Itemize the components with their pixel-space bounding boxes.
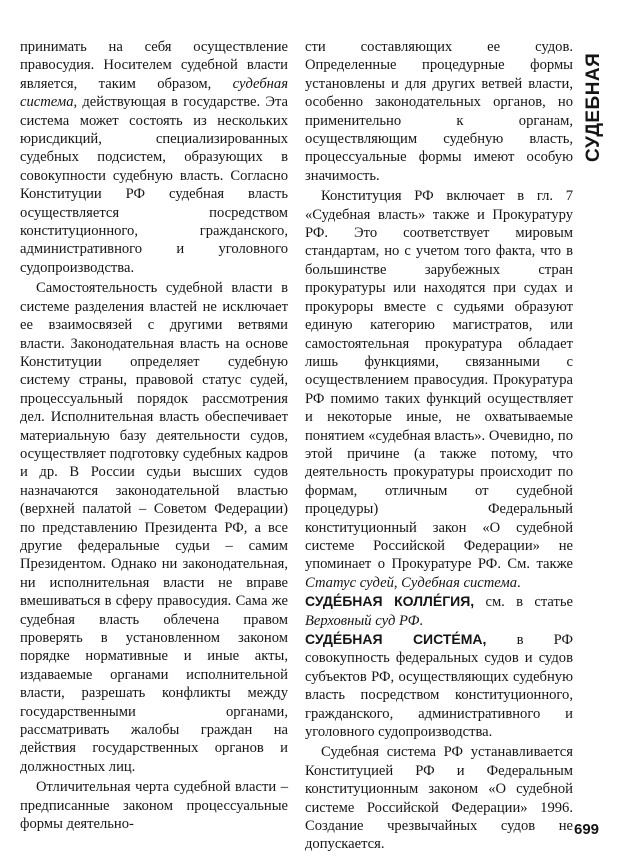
running-header: СУДЕБНАЯ [583,52,604,162]
entry-judicial-collegium: СУДЕ́БНАЯ КОЛЛЕ́ГИЯ, см. в статье Верховный суд РФ. [305,593,573,629]
paragraph-judicial-system-holder: принимать на себя осуществление правосудия. Носителем судебной власти является, таким образом, судебная система, действующая в государстве. Эта система может состоять из нескольких юрисдикций, специализированных судебных подсистем, образующих в совокупности судебную власть. Согласно Конституции РФ судебная власть осуществляется посредством конституционного, гражданского, административного и уголовного судопроизводства. [20,39,288,276]
entry-judicial-system: СУДЕ́БНАЯ СИСТЕ́МА, в РФ совокупность федеральных судов и судов субъектов РФ, осуществляющих судебную власть посредством конституционного, гражданского, административного и уголовного судопроизводства. [305,631,573,741]
page-number: 699 [574,821,600,838]
paragraph-independence: Самостоятельность судебной власти в системе разделения властей не исключает ее взаимосвязей с другими ветвями власти. Законодательная власть на основе Конституции определяет судебную систему страны, правовой статус судей, процессуальный порядок рассмотрения дел. Исполнительная власть обеспечивает материальную базу деятельности судов, осуществляет подготовку судебных кадров и др. В России судьи высших судов назначаются законодательной властью (верхней палатой – Советом Федерации) по представлению Президента РФ, а все другие федеральные судьи – самим Президентом. Однако ни законодательная, ни исполнительная власти не вправе вмешиваться в сферу правосудия. Сама же судебная власть облечена правом проверять в установленном законом порядке нормативные и иные акты, издаваемые органами исполнительной власти, разрешать конфликты между государственными органами, рассматривать жалобы граждан на действия государственных органов и должностных лиц. [20,280,288,775]
paragraph-prosecution: Конституция РФ включает в гл. 7 «Судебная власть» также и Прокуратуру РФ. Это соответствует мировым стандартам, но с учетом того факта, что в большинстве зарубежных стран прокуратуры или находятся при судах и прокуроры вместе с судьями образуют единую категорию магистратов, или самостоятельная прокуратура обладает лишь функциями, связанными с осуществлением правосудия. Прокуратура РФ помимо таких функций осуществляет и некоторые иные, не охватываемые понятием «судебная власть». Очевидно, по этой причине (а также потому, что деятельность прокуратуры происходит по формам, отличным от судебной процедуры) Федеральный конституционный закон «О судебной системе Российской Федерации» не упоминает о Прокуратуре РФ. См. также Статус судей, Судебная система. [305,188,573,591]
paragraph-procedural-forms: сти составляющих ее судов. Определенные процедурные формы установлены и для других ветвей власти, особенно законодательных органов, но применительно к органам, осуществляющим судебную власть, процессуальные формы имеют особую значимость. [305,39,573,184]
cross-reference: Верховный суд РФ [305,612,420,629]
paragraph-distinctive-feature: Отличительная черта судебной власти – предписанные законом процессуальные формы деятельно- [20,779,288,833]
right-column [305,38,573,854]
cross-reference: Статус судей, Судебная система [305,574,518,591]
entry-headword: СУДЕ́БНАЯ КОЛЛЕ́ГИЯ, [305,593,475,610]
cross-reference: судебная система [20,75,288,111]
entry-headword: СУДЕ́БНАЯ СИСТЕ́МА, [305,631,487,647]
paragraph-judicial-system-law: Судебная система РФ устанавливается Конституцией РФ и Федеральным конституционным законом «О судебной системе Российской Федерации» 1996. Создание чрезвычайных судов не допускается. [305,744,573,853]
left-column [20,38,288,833]
